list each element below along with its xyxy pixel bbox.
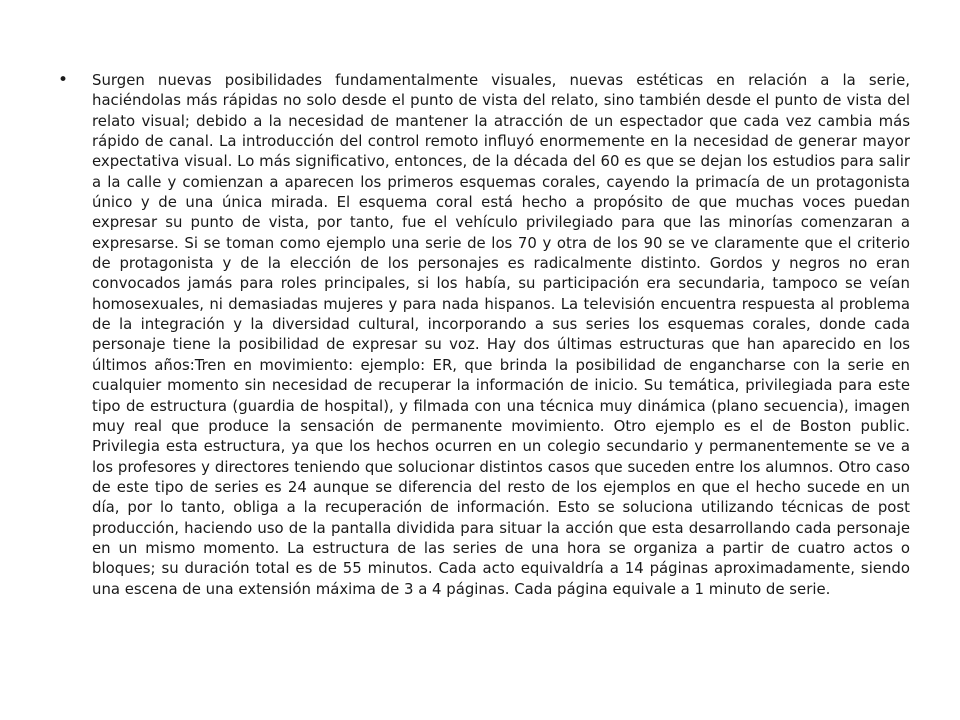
bullet-item bbox=[58, 70, 910, 599]
bullet-icon: • bbox=[58, 70, 69, 90]
bullet-paragraph: Surgen nuevas posibilidades fundamentalmente visuales, nuevas estéticas en relación a la serie, haciéndolas más rápidas no solo desde el punto de vista del relato, sino también desde el punto de vista del relato visual; debido a la necesidad de mantener la atracción de un espectador que cada vez cambia más rápido de canal. La introducción del control remoto influyó enormemente en la necesidad de generar mayor expectativa visual. Lo más significativo, entonces, de la década del 60 es que se dejan los estudios para salir a la calle y comienzan a aparecen los primeros esquemas corales, cayendo la primacía de un protagonista único y de una única mirada. El esquema coral está hecho a propósito de que muchas voces puedan expresar su punto de vista, por tanto, fue el vehículo privilegiado para que las minorías comenzaran a expresarse. Si se toman como ejemplo una serie de los 70 y otra de los 90 se ve claramente que el criterio de protagonista y de la elección de los personajes es radicalmente distinto. Gordos y negros no eran convocados jamás para roles principales, si los había, su participación era secundaria, tampoco se veían homosexuales, ni demasiadas mujeres y para nada hispanos. La televisión encuentra respuesta al problema de la integración y la diversidad cultural, incorporando a sus series los esquemas corales, donde cada personaje tiene la posibilidad de expresar su voz. Hay dos últimas estructuras que han aparecido en los últimos años:Tren en movimiento: ejemplo: ER, que brinda la posibilidad de engancharse con la serie en cualquier momento sin necesidad de recuperar la información de inicio. Su temática, privilegiada para este tipo de estructura (guardia de hospital), y filmada con una técnica muy dinámica (plano secuencia), imagen muy real que produce la sensación de permanente movimiento. Otro ejemplo es el de Boston public. Privilegia esta estructura, ya que los hechos ocurren en un colegio secundario y permanentemente se ve a los profesores y directores teniendo que solucionar distintos casos que suceden entre los alumnos. Otro caso de este tipo de series es 24 aunque se diferencia del resto de los ejemplos en que el hecho sucede en un día, por lo tanto, obliga a la recuperación de información. Esto se soluciona utilizando técnicas de post producción, haciendo uso de la pantalla dividida para situar la acción que esta desarrollando cada personaje en un mismo momento. La estructura de las series de una hora se organiza a partir de cuatro actos o bloques; su duración total es de 55 minutos. Cada acto equivaldría a 14 páginas aproximadamente, siendo una escena de una extensión máxima de 3 a 4 páginas. Cada página equivale a 1 minuto de serie. bbox=[92, 71, 910, 598]
